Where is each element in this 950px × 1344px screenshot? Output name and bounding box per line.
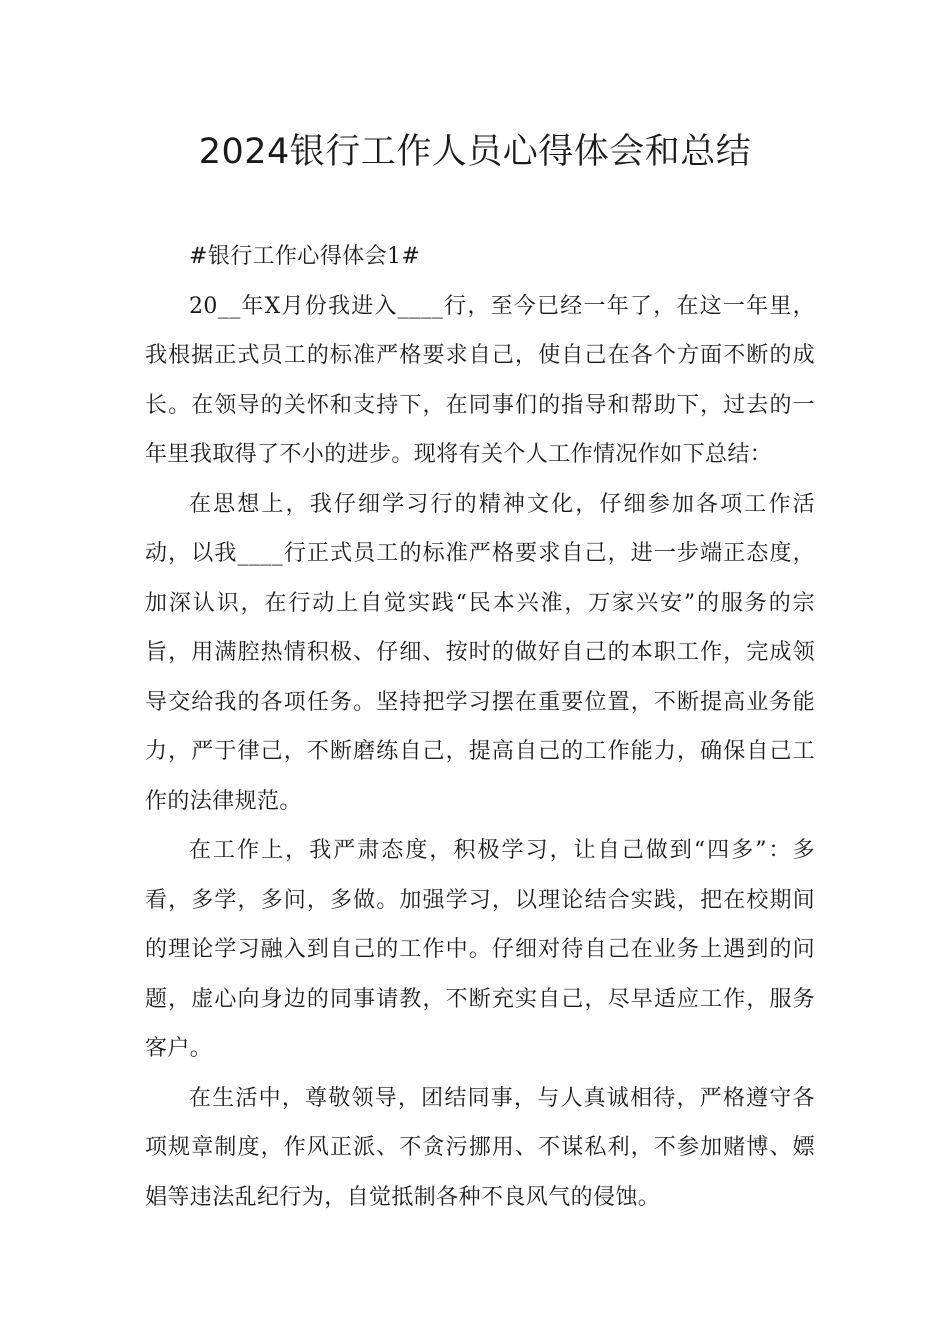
paragraph-life: 在生活中，尊敬领导，团结同事，与人真诚相待，严格遵守各项规章制度，作风正派、不贪污挪用、不谋私利，不参加赌博、嫖娼等违法乱纪行为，自觉抵制各种不良风气的侵蚀。 xyxy=(145,1085,815,1210)
section-heading: #银行工作心得体会1# xyxy=(189,244,421,269)
document-title: 2024银行工作人员心得体会和总结 xyxy=(198,132,752,172)
document-body xyxy=(145,232,815,1222)
paragraph-work: 在工作上，我严肃态度，积极学习，让自己做到“四多”：多看，多学，多问，多做。加强学习，以理论结合实践，把在校期间的理论学习融入到自己的工作中。仔细对待自己在业务上遇到的问题，虚心向身边的同事请教，不断充实自己，尽早适应工作，服务客户。 xyxy=(145,838,815,1061)
paragraph-intro: 20__年X月份我进入____行，至今已经一年了，在这一年里，我根据正式员工的标准严格要求自己，使自己在各个方面不断的成长。在领导的关怀和支持下，在同事们的指导和帮助下，过去的一年里我取得了不小的进步。现将有关个人工作情况作如下总结： xyxy=(145,293,815,467)
paragraph-thought: 在思想上，我仔细学习行的精神文化，仔细参加各项工作活动，以我____行正式员工的标准严格要求自己，进一步端正态度，加深认识，在行动上自觉实践“民本兴淮，万家兴安”的服务的宗旨，用满腔热情积极、仔细、按时的做好自己的本职工作，完成领导交给我的各项任务。坚持把学习摆在重要位置，不断提高业务能力，严于律己，不断磨练自己，提高自己的工作能力，确保自己工作的法律规范。 xyxy=(145,491,815,814)
